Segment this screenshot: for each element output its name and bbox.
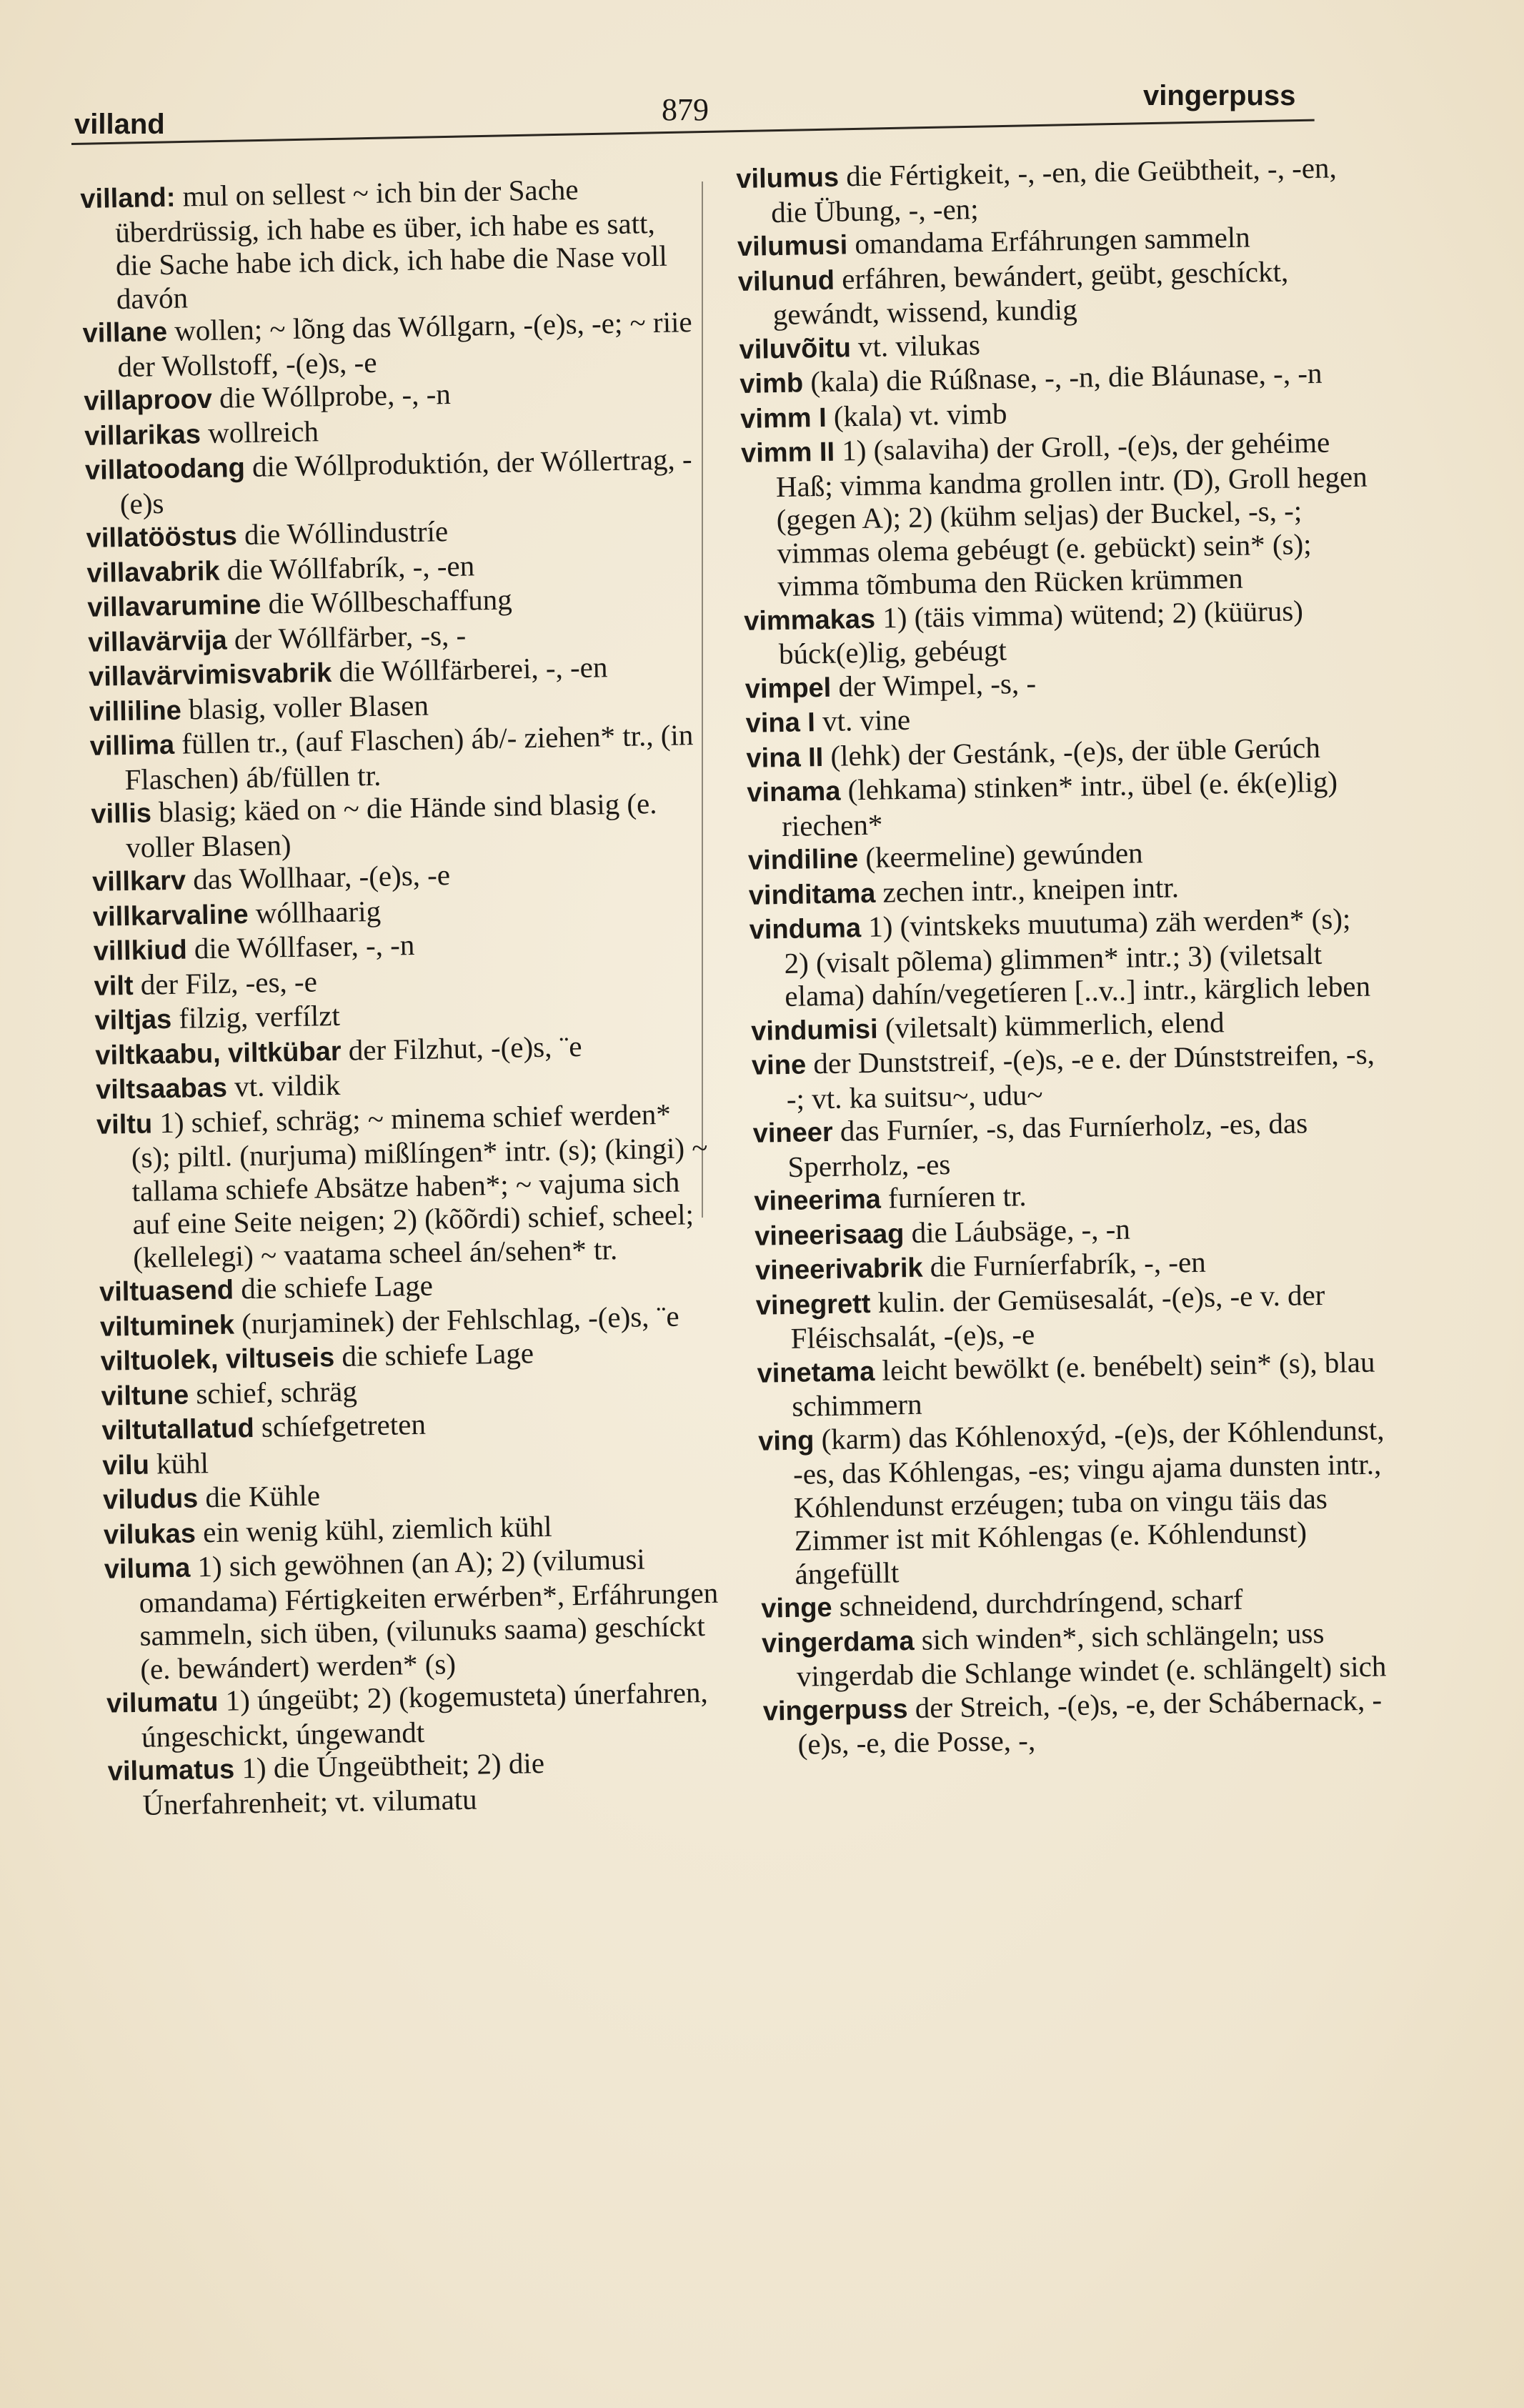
- entry-headword: vineerivabrik: [754, 1253, 923, 1286]
- dictionary-entry: [107, 1743, 723, 1822]
- entry-headword: vimb: [739, 368, 804, 399]
- entry-definition: mul on sellest ~ ich bin der Sache überdrüssig, ich habe es über, ich habe es satt, die Sache habe ich dick, ich habe die Nase voll davón: [114, 172, 668, 315]
- entry-headword: ving: [757, 1425, 815, 1457]
- entry-headword: viluma: [104, 1553, 191, 1585]
- entry-headword: vinama: [747, 776, 841, 808]
- dictionary-entry: [82, 305, 698, 384]
- entry-definition: 1) die Úngeübtheit; 2) die Únerfahrenheit; vt. vilumatu: [142, 1746, 545, 1821]
- entry-headword: villkarvaline: [92, 899, 249, 932]
- entry-definition: schief, schräg: [188, 1373, 358, 1411]
- entry-headword: villis: [91, 798, 152, 830]
- entry-definition: der Filzhut, -(e)s, ¨e: [341, 1029, 582, 1067]
- entry-definition: (karm) das Kóhlenoxýd, -(e)s, der Kóhlendunst, -es, das Kóhlengas, -es; vingu ajama dunsten intr., Kóhlendunst erzéugen; tuba on vingu täis das Zimmer ist mit Kóhlengas (e. Kóhlendunst) ángefüllt: [792, 1412, 1385, 1591]
- entry-definition: die Wóllfabrík, -, -en: [219, 548, 475, 587]
- entry-headword: viluvõitu: [739, 332, 852, 365]
- entry-definition: blasig; käed on ~ die Hände sind blasig (e. voller Blasen): [125, 787, 657, 864]
- entry-definition: der Streich, -(e)s, -e, der Schábernack, -(e)s, -e, die Posse, -,: [797, 1683, 1383, 1761]
- entry-definition: 1) úngeübt; 2) (kogemusteta) únerfahren, úngeschickt, úngewandt: [141, 1675, 709, 1753]
- entry-headword: viltjas: [94, 1004, 172, 1036]
- dictionary-entry: [738, 253, 1368, 332]
- entry-definition: die schiefe Lage: [334, 1336, 534, 1373]
- entry-definition: die Fértigkeit, -, -en, die Geübtheit, -, -en, die Übung, -, -en;: [770, 151, 1338, 229]
- entry-definition: die Wóllprobe, -, -n: [211, 377, 452, 414]
- entry-headword: villkarv: [91, 865, 186, 897]
- dictionary-entry: [758, 1413, 1390, 1591]
- entry-definition: der Dunststreif, -(e)s, -e e. der Dúnststreifen, -s, -; vt. ka suitsu~, udu~: [786, 1037, 1375, 1115]
- entry-headword: vina II: [746, 742, 824, 774]
- entry-headword: villavabrik: [86, 556, 220, 589]
- entry-headword: vinegrett: [755, 1288, 871, 1321]
- running-head-left: villand: [74, 109, 165, 140]
- entry-headword: viltkaabu, viltkübar: [94, 1036, 342, 1071]
- entry-headword: villand:: [80, 182, 176, 214]
- entry-headword: vinduma: [749, 913, 862, 945]
- entry-definition: (nurjaminek) der Fehlschlag, -(e)s, ¨e: [234, 1299, 679, 1340]
- entry-definition: (lehkama) stinken* intr., übel (e. ék(e)lig) riechen*: [781, 765, 1338, 842]
- entry-definition: füllen tr., (auf Flaschen) áb/- ziehen* tr., (in Flaschen) áb/füllen tr.: [124, 718, 694, 796]
- entry-headword: villiline: [89, 695, 182, 727]
- entry-definition: (lehk) der Gestánk, -(e)s, der üble Gerúch: [822, 730, 1321, 772]
- entry-headword: vimm II: [740, 437, 835, 469]
- entry-definition: der Wimpel, -s, -: [830, 666, 1037, 703]
- entry-headword: villavärvija: [87, 625, 227, 658]
- entry-definition: ein wenig kühl, ziemlich kühl: [195, 1509, 552, 1548]
- entry-definition: kulin. der Gemüsesalát, -(e)s, -e v. der Fléischsalát, -(e)s, -e: [790, 1278, 1325, 1355]
- entry-definition: vt. vine: [815, 702, 911, 738]
- entry-definition: (keermeline) gewúnden: [857, 836, 1143, 875]
- dictionary-entry: [757, 1345, 1387, 1423]
- entry-headword: viltuminek: [99, 1309, 235, 1343]
- page-number: 879: [662, 92, 709, 127]
- entry-headword: vilumusi: [737, 230, 848, 262]
- dictionary-entry: [762, 1683, 1393, 1761]
- entry-definition: 1) (täis vimma) wütend; 2) (küürus) búck(e)lig, gebéugt: [778, 593, 1304, 671]
- entry-headword: vineer: [752, 1117, 834, 1149]
- entry-definition: kühl: [149, 1446, 209, 1481]
- dictionary-entry: [104, 1541, 720, 1686]
- entry-definition: vt. vilukas: [850, 327, 981, 363]
- entry-headword: viltuolek, viltuseis: [100, 1343, 335, 1377]
- entry-headword: viltune: [101, 1380, 189, 1412]
- entry-definition: die Wóllfärberei, -, -en: [331, 650, 608, 688]
- entry-definition: die Wóllproduktión, der Wóllertrag, -(e)s: [119, 442, 692, 520]
- dictionary-entry: [752, 1037, 1382, 1115]
- entry-headword: villavarumine: [87, 589, 262, 623]
- entry-headword: villkiud: [93, 935, 188, 967]
- entry-definition: omandama Erfáhrungen sammeln: [847, 220, 1251, 261]
- entry-definition: die Kühle: [197, 1478, 321, 1514]
- entry-headword: villavärvimisvabrik: [88, 657, 332, 692]
- entry-headword: vingerdama: [761, 1626, 915, 1659]
- entry-definition: schneidend, durchdríngend, scharf: [832, 1582, 1243, 1623]
- entry-definition: zechen intr., kneipen intr.: [875, 870, 1180, 909]
- entry-headword: vimm I: [739, 402, 827, 434]
- entry-headword: vindiline: [747, 844, 859, 876]
- entry-definition: 1) (vintskeks muutuma) zäh werden* (s); 2) (visalt põlema) glimmen* intr.; 3) (viletsalt elama) dahín/vegetíeren [..v..] intr., kärglich leben: [784, 902, 1371, 1013]
- entry-headword: villatööstus: [86, 521, 238, 554]
- entry-headword: viludus: [102, 1483, 199, 1516]
- entry-definition: sich winden*, sich schlängeln; uss vingerdab die Schlange windet (e. schlängelt) sich: [796, 1616, 1387, 1693]
- dictionary-entry: [80, 171, 697, 316]
- entry-definition: wóllhaarig: [248, 894, 382, 930]
- entry-definition: das Furníer, -s, das Furníerholz, -es, das Sperrholz, -es: [787, 1106, 1308, 1183]
- entry-headword: vinditama: [748, 878, 876, 911]
- dictionary-entry: [741, 425, 1373, 604]
- dictionary-entry: [106, 1676, 722, 1754]
- entry-headword: viltutallatud: [101, 1413, 255, 1446]
- dictionary-entry: [749, 901, 1379, 1013]
- entry-headword: vimmakas: [743, 604, 876, 637]
- entry-headword: vine: [751, 1050, 807, 1081]
- entry-definition: erfáhren, bewándert, geübt, geschíckt, gewándt, wissend, kundig: [772, 254, 1289, 332]
- dictionary-entry: [96, 1096, 714, 1274]
- dictionary-entry: [89, 718, 705, 797]
- entry-headword: villatoodang: [84, 453, 246, 486]
- entry-definition: schíefgetreten: [254, 1407, 427, 1444]
- entry-headword: vilt: [94, 970, 134, 1002]
- entry-definition: die Wóllbeschaffung: [260, 582, 513, 620]
- entry-definition: der Wóllfärber, -s, -: [226, 618, 467, 656]
- entry-definition: wollreich: [200, 414, 319, 449]
- entry-definition: 1) sich gewöhnen (an A); 2) (vilumusi omandama) Fértigkeiten erwérben*, Erfáhrungen sammeln, sich üben, (vilunuks saama) geschíckt (e. bewándert) werden* (s): [139, 1542, 719, 1686]
- entry-headword: vimpel: [744, 672, 832, 705]
- entry-headword: villarikas: [84, 419, 201, 452]
- entry-headword: vindumisi: [750, 1014, 878, 1047]
- right-column: [736, 151, 1393, 1762]
- entry-definition: die Láubsäge, -, -n: [903, 1212, 1131, 1249]
- entry-headword: vilu: [102, 1450, 150, 1481]
- entry-definition: 1) (salaviha) der Groll, -(e)s, der gehéime Haß; vimma kandma grollen intr. (D), Groll hegen (gegen A); 2) (kühm seljas) der Buckel, -s, -; vimmas olema gebéugt (e. gebückt) sein* (s); vimma tõmbuma den Rücken krümmen: [775, 425, 1368, 603]
- entry-headword: viltuasend: [99, 1275, 234, 1308]
- entry-definition: wollen; ~ lõng das Wóllgarn, -(e)s, -e; ~ riie der Wollstoff, -(e)s, -e: [117, 305, 692, 383]
- entry-headword: villaproov: [84, 384, 213, 417]
- dictionary-entry: [752, 1105, 1383, 1183]
- entry-definition: (kala) die Rúßnase, -, -n, die Bláunase, -, -n: [802, 356, 1323, 399]
- entry-headword: vilunud: [737, 265, 835, 297]
- entry-definition: der Filz, -es, -e: [133, 964, 318, 1001]
- entry-definition: die Furníerfabrík, -, -en: [922, 1245, 1207, 1283]
- entry-headword: viltu: [96, 1108, 153, 1140]
- entry-headword: viltsaabas: [95, 1073, 228, 1105]
- entry-definition: filzig, verfílzt: [171, 998, 341, 1035]
- entry-definition: 1) schief, schräg; ~ minema schief werden* (s); piltl. (nurjuma) mißlíngen* intr. (s); (kingi) ~ tallama schiefe Absätze haben*; ~ vajuma sich auf eine Seite neigen; 2) (kõõrdi) schief, scheel; (kellelegi) ~ vaatama scheel án/sehen* tr.: [131, 1097, 708, 1274]
- entry-definition: die Wóllindustríe: [236, 514, 449, 552]
- left-column: [80, 171, 723, 1822]
- dictionary-entry: [756, 1277, 1386, 1355]
- dictionary-entry: [85, 442, 701, 521]
- entry-headword: villane: [82, 317, 168, 349]
- dictionary-entry: [762, 1615, 1392, 1693]
- entry-headword: vineerima: [754, 1184, 882, 1217]
- dictionary-entry: [744, 592, 1374, 671]
- entry-headword: vinetama: [757, 1356, 875, 1389]
- entry-headword: vilukas: [103, 1518, 196, 1551]
- dictionary-entry: [736, 151, 1366, 229]
- entry-headword: vilumus: [736, 162, 840, 194]
- entry-definition: das Wollhaar, -(e)s, -e: [185, 858, 451, 896]
- entry-definition: furníeren tr.: [880, 1179, 1027, 1215]
- dictionary-entry: [747, 765, 1377, 843]
- entry-headword: vilumatu: [106, 1686, 219, 1719]
- entry-headword: vilumatus: [107, 1754, 235, 1787]
- entry-headword: vina I: [745, 707, 816, 739]
- entry-definition: (kala) vt. vimb: [826, 396, 1007, 433]
- entry-definition: leicht bewölkt (e. benébelt) sein* (s), blau schimmern: [792, 1345, 1375, 1423]
- dictionary-entry: [91, 786, 707, 865]
- entry-definition: die schiefe Lage: [233, 1268, 434, 1305]
- running-head-right: vingerpuss: [1143, 80, 1296, 111]
- entry-definition: die Wóllfaser, -, -n: [186, 927, 415, 965]
- entry-definition: (viletsalt) kümmerlich, elend: [877, 1005, 1225, 1045]
- entry-headword: villima: [89, 730, 175, 762]
- entry-headword: vingerpuss: [762, 1693, 908, 1727]
- entry-headword: vineerisaag: [754, 1218, 905, 1252]
- entry-definition: vt. vildik: [226, 1068, 341, 1103]
- entry-definition: blasig, voller Blasen: [181, 688, 429, 726]
- entry-headword: vinge: [760, 1592, 832, 1624]
